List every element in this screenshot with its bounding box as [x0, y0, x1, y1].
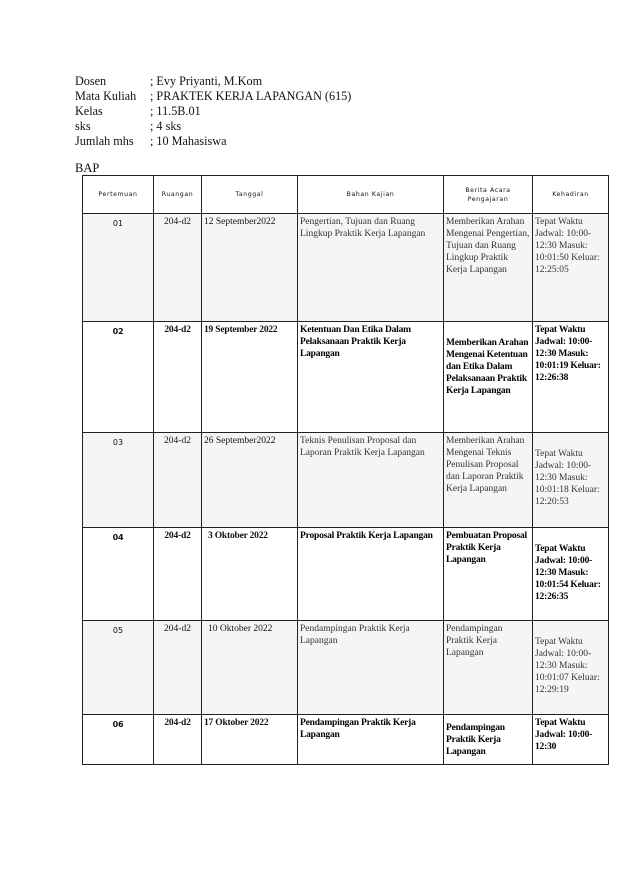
cell-ruangan: 204-d2	[154, 322, 202, 433]
cell-text: Pengertian, Tujuan dan Ruang Lingkup Praktik Kerja Lapangan	[300, 217, 426, 239]
cell-bahan-kajian	[298, 433, 444, 528]
cell-ruangan: 204-d2	[154, 214, 202, 322]
info-row-mata-kuliah	[75, 89, 351, 104]
cell-text: Tepat Waktu Jadwal: 10:00-12:30	[535, 718, 593, 752]
info-row-jumlah-mhs	[75, 134, 351, 149]
cell-ruangan: 204-d2	[154, 528, 202, 621]
info-value: ; PRAKTEK KERJA LAPANGAN (615)	[150, 89, 352, 103]
table-header-row	[83, 176, 609, 214]
cell-text: Tepat Waktu Jadwal: 10:00-12:30 Masuk: 10:01:18 Keluar: 12:20:53	[535, 449, 600, 507]
header-berita-acara	[444, 176, 533, 214]
cell-kehadiran	[533, 214, 609, 322]
cell-berita-acara	[444, 214, 533, 322]
cell-text: Memberikan Arahan Mengenai Pengertian, Tujuan dan Ruang Lingkup Praktik Kerja Lapangan	[446, 217, 530, 275]
info-value: ; 4 sks	[150, 119, 182, 133]
cell-bahan-kajian	[298, 528, 444, 621]
cell-pertemuan: 03	[83, 433, 154, 528]
cell-tanggal: 10 Oktober 2022	[202, 621, 298, 715]
header-kehadiran: Kehadiran	[533, 176, 609, 214]
cell-pertemuan: 05	[83, 621, 154, 715]
cell-tanggal: 19 September 2022	[202, 322, 298, 433]
info-row-kelas	[75, 104, 351, 119]
cell-text: Pendampingan Praktik Kerja Lapangan	[300, 624, 410, 646]
info-value: ; Evy Priyanti, M.Kom	[150, 74, 263, 88]
header-ruangan: Ruangan	[154, 176, 202, 214]
cell-pertemuan: 04	[83, 528, 154, 621]
cell-tanggal: 12 September2022	[202, 214, 298, 322]
table-row	[83, 214, 609, 322]
info-label: Mata Kuliah	[75, 89, 137, 103]
bap-table	[82, 175, 609, 765]
cell-ruangan: 204-d2	[154, 621, 202, 715]
cell-berita-acara	[444, 715, 533, 765]
header-berita-acara-line1: Berita Acara	[465, 186, 511, 194]
cell-ruangan: 204-d2	[154, 715, 202, 765]
header-bahan-kajian: Bahan Kajian	[298, 176, 444, 214]
cell-berita-acara	[444, 322, 533, 433]
cell-kehadiran	[533, 322, 609, 433]
cell-pertemuan: 02	[83, 322, 154, 433]
info-row-dosen	[75, 74, 351, 89]
cell-tanggal: 26 September2022	[202, 433, 298, 528]
course-info	[75, 74, 351, 149]
table-row	[83, 322, 609, 433]
cell-pertemuan: 06	[83, 715, 154, 765]
cell-tanggal: 3 Oktober 2022	[202, 528, 298, 621]
cell-berita-acara	[444, 528, 533, 621]
cell-text: Pembuatan Proposal Praktik Kerja Lapangan	[446, 531, 527, 565]
cell-berita-acara	[444, 433, 533, 528]
cell-text: Tepat Waktu Jadwal: 10:00-12:30 Masuk: 10:01:07 Keluar: 12:29:19	[535, 637, 600, 695]
cell-bahan-kajian	[298, 214, 444, 322]
header-tanggal: Tanggal	[202, 176, 298, 214]
cell-bahan-kajian	[298, 322, 444, 433]
info-label: Kelas	[75, 104, 103, 118]
info-value: ; 10 Mahasiswa	[150, 134, 227, 148]
table-row	[83, 528, 609, 621]
cell-text: Proposal Praktik Kerja Lapangan	[300, 531, 433, 541]
header-berita-acara-line2: Pengajaran	[467, 195, 509, 203]
cell-bahan-kajian	[298, 715, 444, 765]
table-row	[83, 433, 609, 528]
info-value: ; 11.5B.01	[150, 104, 201, 118]
cell-kehadiran	[533, 528, 609, 621]
cell-text: Pendampingan Praktik Kerja Lapangan	[446, 723, 505, 757]
cell-text: Pendampingan Praktik Kerja Lapangan	[300, 718, 416, 740]
cell-text: Pendampingan Praktik Kerja Lapangan	[446, 624, 503, 658]
cell-text: Memberikan Arahan Mengenai Ketentuan dan Etika Dalam Pelaksanaan Praktik Kerja Lapangan	[446, 338, 529, 396]
info-label: Dosen	[75, 74, 107, 88]
table-row	[83, 715, 609, 765]
cell-kehadiran	[533, 433, 609, 528]
info-label: Jumlah mhs	[75, 134, 134, 148]
cell-ruangan: 204-d2	[154, 433, 202, 528]
cell-bahan-kajian	[298, 621, 444, 715]
cell-pertemuan: 01	[83, 214, 154, 322]
cell-text: Tepat Waktu Jadwal: 10:00-12:30 Masuk: 10:01:50 Keluar: 12:25:05	[535, 217, 600, 275]
cell-text: Tepat Waktu Jadwal: 10:00-12:30 Masuk: 10:01:54 Keluar: 12:26:35	[535, 544, 601, 602]
info-label: sks	[75, 119, 91, 133]
cell-text: Teknis Penulisan Proposal dan Laporan Praktik Kerja Lapangan	[300, 436, 425, 458]
info-row-sks	[75, 119, 351, 134]
table-row	[83, 621, 609, 715]
cell-tanggal: 17 Oktober 2022	[202, 715, 298, 765]
cell-text: Tepat Waktu Jadwal: 10:00-12:30 Masuk: 10:01:19 Keluar: 12:26:38	[535, 325, 601, 383]
section-title: BAP	[75, 161, 100, 175]
cell-text: Memberikan Arahan Mengenai Teknis Penulisan Proposal dan Laporan Praktik Kerja Lapangan	[446, 436, 525, 494]
header-pertemuan: Pertemuan	[83, 176, 154, 214]
cell-berita-acara	[444, 621, 533, 715]
cell-text: Ketentuan Dan Etika Dalam Pelaksanaan Praktik Kerja Lapangan	[300, 325, 411, 359]
cell-kehadiran	[533, 621, 609, 715]
cell-kehadiran	[533, 715, 609, 765]
